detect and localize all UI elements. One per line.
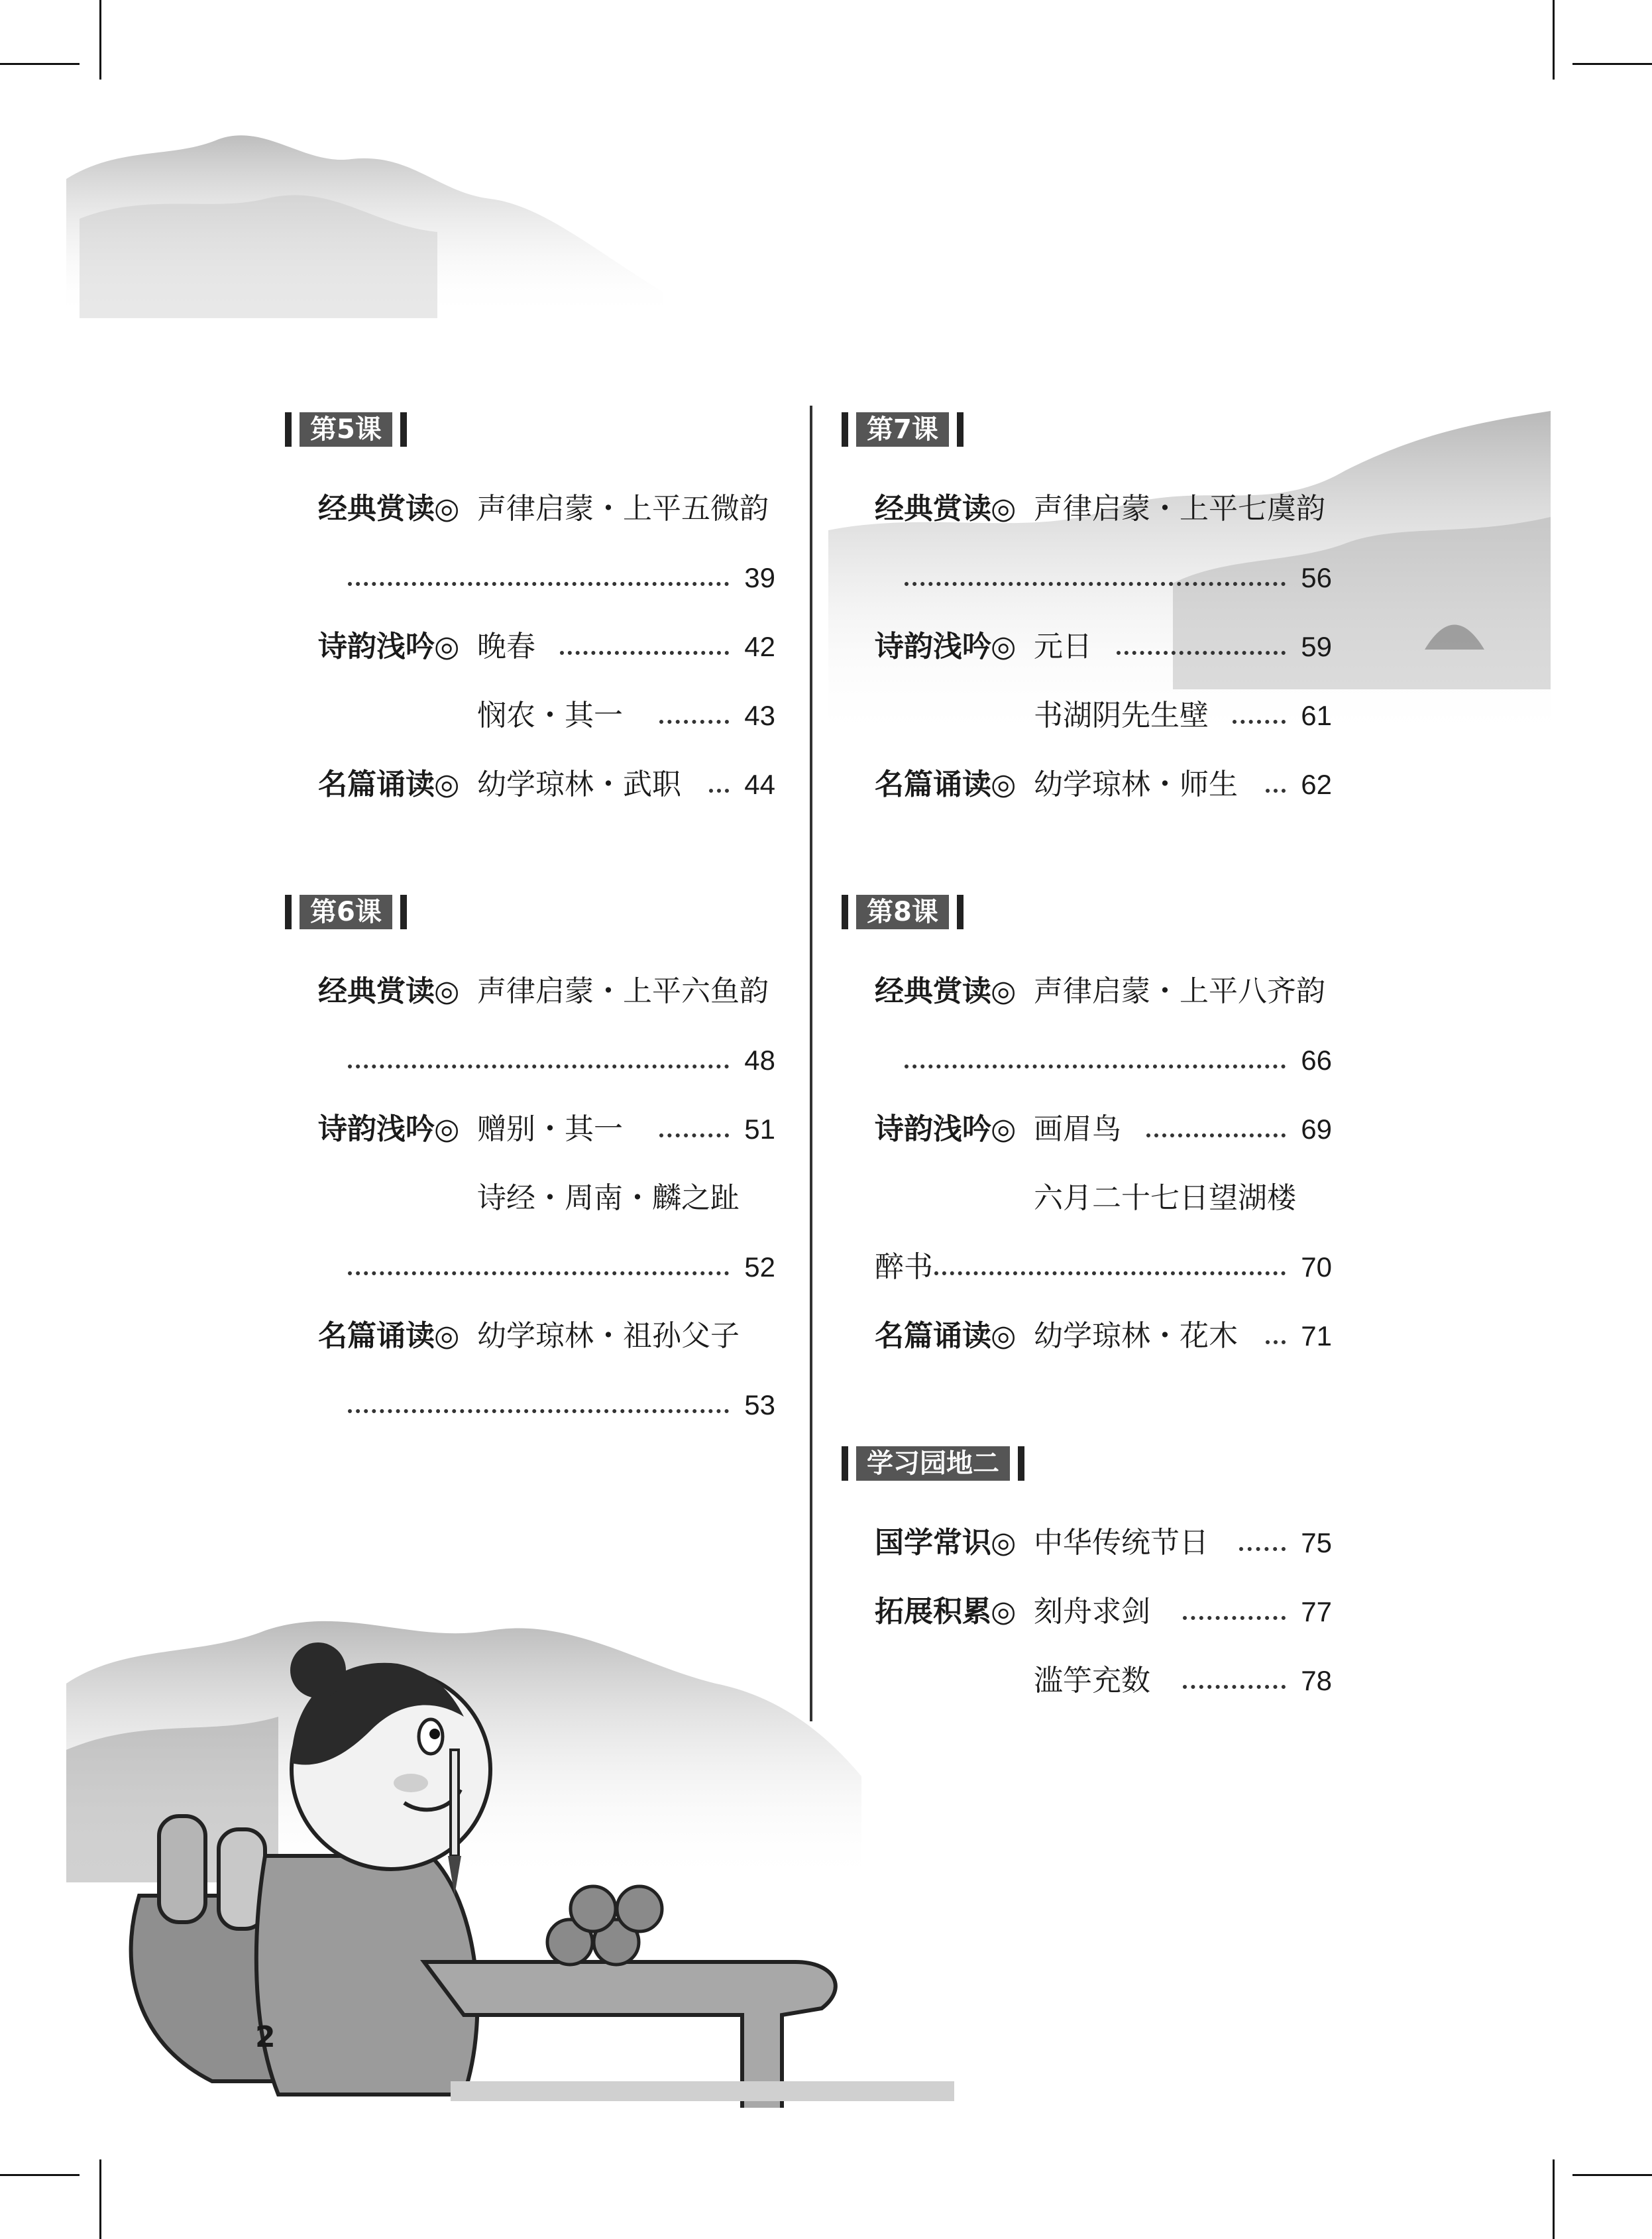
entry-title: 声律启蒙・上平七虞韵 [1034, 492, 1325, 526]
entry-title-wrap: 醉书 [875, 1250, 933, 1284]
toc-entry[interactable] [842, 1646, 1345, 1715]
entry-title: 声律启蒙・上平五微韵 [477, 492, 769, 526]
entry-page: 39 [744, 562, 775, 593]
toc-entry-continuation[interactable] [842, 1026, 1345, 1095]
section-heading [842, 1440, 1345, 1509]
bullet-icon: ◎ [991, 1319, 1017, 1353]
entry-page: 78 [1301, 1665, 1332, 1696]
entry-title: 晚春 [477, 630, 535, 663]
bullet-icon: ◎ [991, 974, 1017, 1008]
toc-entry[interactable] [285, 612, 789, 681]
toc-entry[interactable] [842, 1164, 1345, 1233]
toc-entry[interactable] [842, 681, 1345, 750]
bullet-icon: ◎ [991, 492, 1017, 526]
entry-category: 名篇诵读 [875, 1319, 991, 1353]
toc-entry-continuation[interactable] [285, 544, 789, 612]
bullet-icon: ◎ [991, 1595, 1017, 1629]
mountain-illustration-top [66, 119, 663, 318]
entry-page: 44 [744, 769, 775, 800]
entry-page: 69 [1301, 1114, 1332, 1145]
dot-leader [348, 1064, 729, 1068]
toc-left-column [285, 406, 789, 1440]
entry-page: 53 [744, 1389, 775, 1420]
crop-mark [99, 0, 101, 80]
dot-leader [1266, 789, 1286, 793]
toc-entry[interactable] [842, 1095, 1345, 1164]
lesson-label: 第5课 [300, 412, 392, 447]
entry-title: 六月二十七日望湖楼 [1034, 1181, 1296, 1215]
dot-leader [1183, 1685, 1286, 1689]
dot-leader [659, 720, 729, 724]
dot-leader [905, 1064, 1286, 1068]
dot-leader [1117, 651, 1286, 655]
lesson-label: 第7课 [856, 412, 949, 447]
crop-mark [99, 2159, 101, 2239]
entry-title: 幼学琼林・花木 [1034, 1319, 1238, 1353]
crop-mark [1553, 0, 1555, 80]
crop-mark [1572, 2174, 1652, 2176]
toc-entry[interactable] [842, 957, 1345, 1026]
toc-entry[interactable] [285, 1164, 789, 1233]
dot-leader [1266, 1340, 1286, 1344]
entry-page: 77 [1301, 1596, 1332, 1627]
entry-title: 中华传统节日 [1034, 1526, 1209, 1560]
bullet-icon: ◎ [434, 768, 460, 801]
lesson-heading [842, 406, 1345, 475]
entry-page: 51 [744, 1114, 775, 1145]
entry-title: 声律启蒙・上平八齐韵 [1034, 974, 1325, 1008]
column-divider [810, 406, 812, 1721]
toc-entry[interactable] [285, 750, 789, 819]
entry-title: 赠别・其一 [477, 1112, 623, 1146]
entry-category: 诗韵浅吟 [875, 630, 991, 663]
child-scholar-illustration [119, 1617, 954, 2108]
dot-leader [934, 1271, 1286, 1275]
crop-mark [1572, 63, 1652, 65]
section-label: 学习园地二 [856, 1446, 1010, 1481]
bullet-icon: ◎ [434, 1112, 460, 1146]
entry-category: 诗韵浅吟 [875, 1112, 991, 1146]
toc-entry-continuation[interactable] [285, 1371, 789, 1440]
toc-entry[interactable] [842, 750, 1345, 819]
entry-category: 经典赏读 [875, 974, 991, 1008]
crop-mark [0, 2174, 80, 2176]
dot-leader [709, 789, 729, 793]
toc-entry[interactable] [285, 475, 789, 544]
toc-entry[interactable] [285, 1302, 789, 1371]
bullet-icon: ◎ [991, 630, 1017, 663]
entry-title: 画眉鸟 [1034, 1112, 1121, 1146]
entry-page: 42 [744, 631, 775, 662]
bullet-icon: ◎ [991, 768, 1017, 801]
lesson-label: 第6课 [300, 895, 392, 929]
dot-leader [905, 582, 1286, 586]
toc-entry[interactable] [285, 1095, 789, 1164]
entry-category: 诗韵浅吟 [318, 1112, 435, 1146]
entry-category: 名篇诵读 [875, 768, 991, 801]
toc-entry[interactable] [285, 681, 789, 750]
entry-title: 幼学琼林・武职 [477, 768, 681, 801]
entry-category: 经典赏读 [875, 492, 991, 526]
entry-title: 元日 [1034, 630, 1092, 663]
bullet-icon: ◎ [991, 1526, 1017, 1560]
entry-page: 48 [744, 1045, 775, 1076]
entry-page: 75 [1301, 1527, 1332, 1558]
entry-page: 62 [1301, 769, 1332, 800]
entry-title: 声律启蒙・上平六鱼韵 [477, 974, 769, 1008]
entry-category: 经典赏读 [318, 974, 435, 1008]
toc-entry-continuation[interactable] [842, 1233, 1345, 1302]
page-number: 2 [255, 2020, 276, 2054]
dot-leader [1183, 1616, 1286, 1620]
lesson-heading [285, 888, 789, 957]
toc-entry-continuation[interactable] [842, 544, 1345, 612]
entry-category: 国学常识 [875, 1526, 991, 1560]
dot-leader [1146, 1133, 1286, 1137]
dot-leader [1233, 720, 1286, 724]
entry-title: 刻舟求剑 [1034, 1595, 1150, 1629]
entry-page: 56 [1301, 562, 1332, 593]
toc-entry[interactable] [842, 1302, 1345, 1371]
entry-page: 52 [744, 1251, 775, 1283]
entry-page: 70 [1301, 1251, 1332, 1283]
entry-category: 拓展积累 [875, 1595, 991, 1629]
entry-page: 66 [1301, 1045, 1332, 1076]
entry-category: 经典赏读 [318, 492, 435, 526]
dot-leader [348, 582, 729, 586]
dot-leader [560, 651, 729, 655]
dot-leader [659, 1133, 729, 1137]
bullet-icon: ◎ [434, 1319, 460, 1353]
bullet-icon: ◎ [434, 492, 460, 526]
dot-leader [348, 1271, 729, 1275]
bullet-icon: ◎ [991, 1112, 1017, 1146]
toc-right-column [842, 406, 1345, 1715]
dot-leader [348, 1409, 729, 1413]
entry-category: 诗韵浅吟 [318, 630, 435, 663]
lesson-heading [285, 406, 789, 475]
entry-title: 滥竽充数 [1034, 1664, 1150, 1697]
toc-entry[interactable] [285, 957, 789, 1026]
entry-title: 悯农・其一 [477, 699, 623, 732]
crop-mark [0, 63, 80, 65]
bullet-icon: ◎ [434, 630, 460, 663]
toc-entry[interactable] [842, 1509, 1345, 1578]
bullet-icon: ◎ [434, 974, 460, 1008]
entry-page: 71 [1301, 1320, 1332, 1351]
entry-category: 名篇诵读 [318, 1319, 435, 1353]
entry-page: 43 [744, 700, 775, 731]
entry-title: 幼学琼林・祖孙父子 [477, 1319, 740, 1353]
toc-entry[interactable] [842, 475, 1345, 544]
entry-title: 诗经・周南・麟之趾 [477, 1181, 740, 1215]
toc-entry[interactable] [842, 612, 1345, 681]
entry-title: 书湖阴先生壁 [1034, 699, 1209, 732]
toc-entry-continuation[interactable] [285, 1026, 789, 1095]
lesson-heading [842, 888, 1345, 957]
entry-category: 名篇诵读 [318, 768, 435, 801]
crop-mark [1553, 2159, 1555, 2239]
entry-page: 59 [1301, 631, 1332, 662]
entry-page: 61 [1301, 700, 1332, 731]
lesson-label: 第8课 [856, 895, 949, 929]
toc-entry[interactable] [842, 1578, 1345, 1646]
toc-entry-continuation[interactable] [285, 1233, 789, 1302]
dot-leader [1239, 1547, 1286, 1551]
entry-title: 幼学琼林・师生 [1034, 768, 1238, 801]
